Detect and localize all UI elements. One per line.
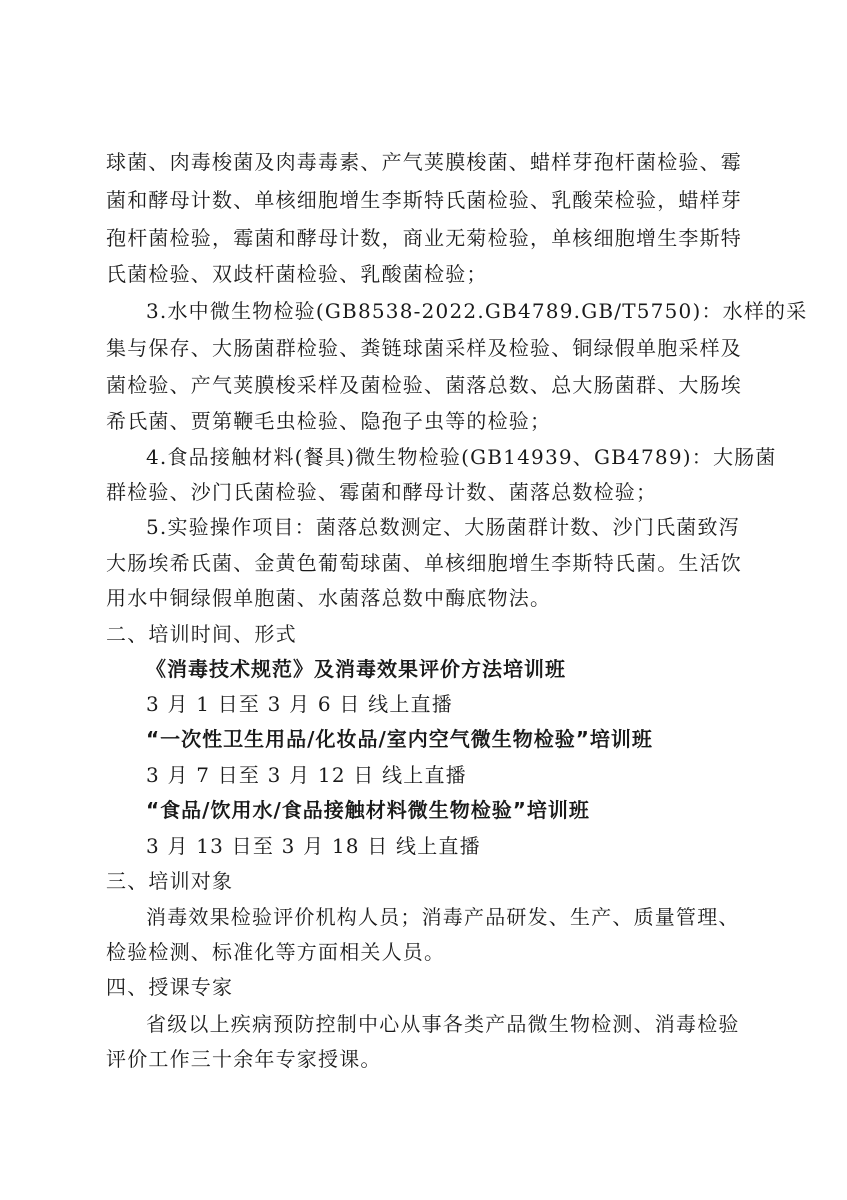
body-line-10: 群检验、沙门氏菌检验、霉菌和酵母计数、菌落总数检验；	[106, 480, 658, 504]
course-2-schedule: 3 月 7 日至 3 月 12 日 线上直播	[146, 763, 467, 787]
course-1-schedule: 3 月 1 日至 3 月 6 日 线上直播	[146, 692, 453, 716]
section-4-line-2: 评价工作三十余年专家授课。	[106, 1047, 382, 1071]
body-line-7: 菌检验、产气荚膜梭采样及菌检验、菌落总数、总大肠菌群、大肠埃	[106, 373, 742, 397]
section-2-heading: 二、培训时间、形式	[106, 622, 297, 646]
body-line-3: 孢杆菌检验，霉菌和酵母计数，商业无菊检验，单核细胞增生李斯特	[106, 226, 742, 250]
body-line-9: 4.食品接触材料(餐具)微生物检验(GB14939、GB4789)：大肠菌	[146, 445, 777, 469]
section-3-heading: 三、培训对象	[106, 869, 234, 893]
section-3-line-2: 检验检测、标准化等方面相关人员。	[106, 940, 446, 964]
body-line-13: 用水中铜绿假单胞菌、水菌落总数中酶底物法。	[106, 586, 552, 610]
body-line-5: 3.水中微生物检验(GB8538-2022.GB4789.GB/T5750)：水样的采	[146, 299, 808, 323]
section-4-line-1: 省级以上疾病预防控制中心从事各类产品微生物检测、消毒检验	[146, 1012, 740, 1036]
course-2-title: “一次性卫生用品/化妆品/室内空气微生物检验”培训班	[146, 727, 653, 751]
body-line-6: 集与保存、大肠菌群检验、粪链球菌采样及检验、铜绿假单胞采样及	[106, 336, 742, 360]
course-3-title: “食品/饮用水/食品接触材料微生物检验”培训班	[146, 798, 590, 822]
body-line-11: 5.实验操作项目：菌落总数测定、大肠菌群计数、沙门氏菌致泻	[146, 515, 740, 539]
course-1-title: 《消毒技术规范》及消毒效果评价方法培训班	[146, 657, 566, 681]
body-line-1: 球菌、肉毒梭菌及肉毒毒素、产气荚膜梭菌、蜡样芽孢杆菌检验、霉	[106, 150, 742, 174]
body-line-4: 氏菌检验、双歧杆菌检验、乳酸菌检验；	[106, 262, 488, 286]
section-3-line-1: 消毒效果检验评价机构人员；消毒产品研发、生产、质量管理、	[146, 905, 740, 929]
body-line-12: 大肠埃希氏菌、金黄色葡萄球菌、单核细胞增生李斯特氏菌。生活饮	[106, 551, 742, 575]
section-4-heading: 四、授课专家	[106, 975, 234, 999]
course-3-schedule: 3 月 13 日至 3 月 18 日 线上直播	[146, 834, 481, 858]
body-line-8: 希氏菌、贾第鞭毛虫检验、隐孢子虫等的检验；	[106, 409, 552, 433]
body-line-2: 菌和酵母计数、单核细胞增生李斯特氏菌检验、乳酸荣检验，蜡样芽	[106, 188, 742, 212]
